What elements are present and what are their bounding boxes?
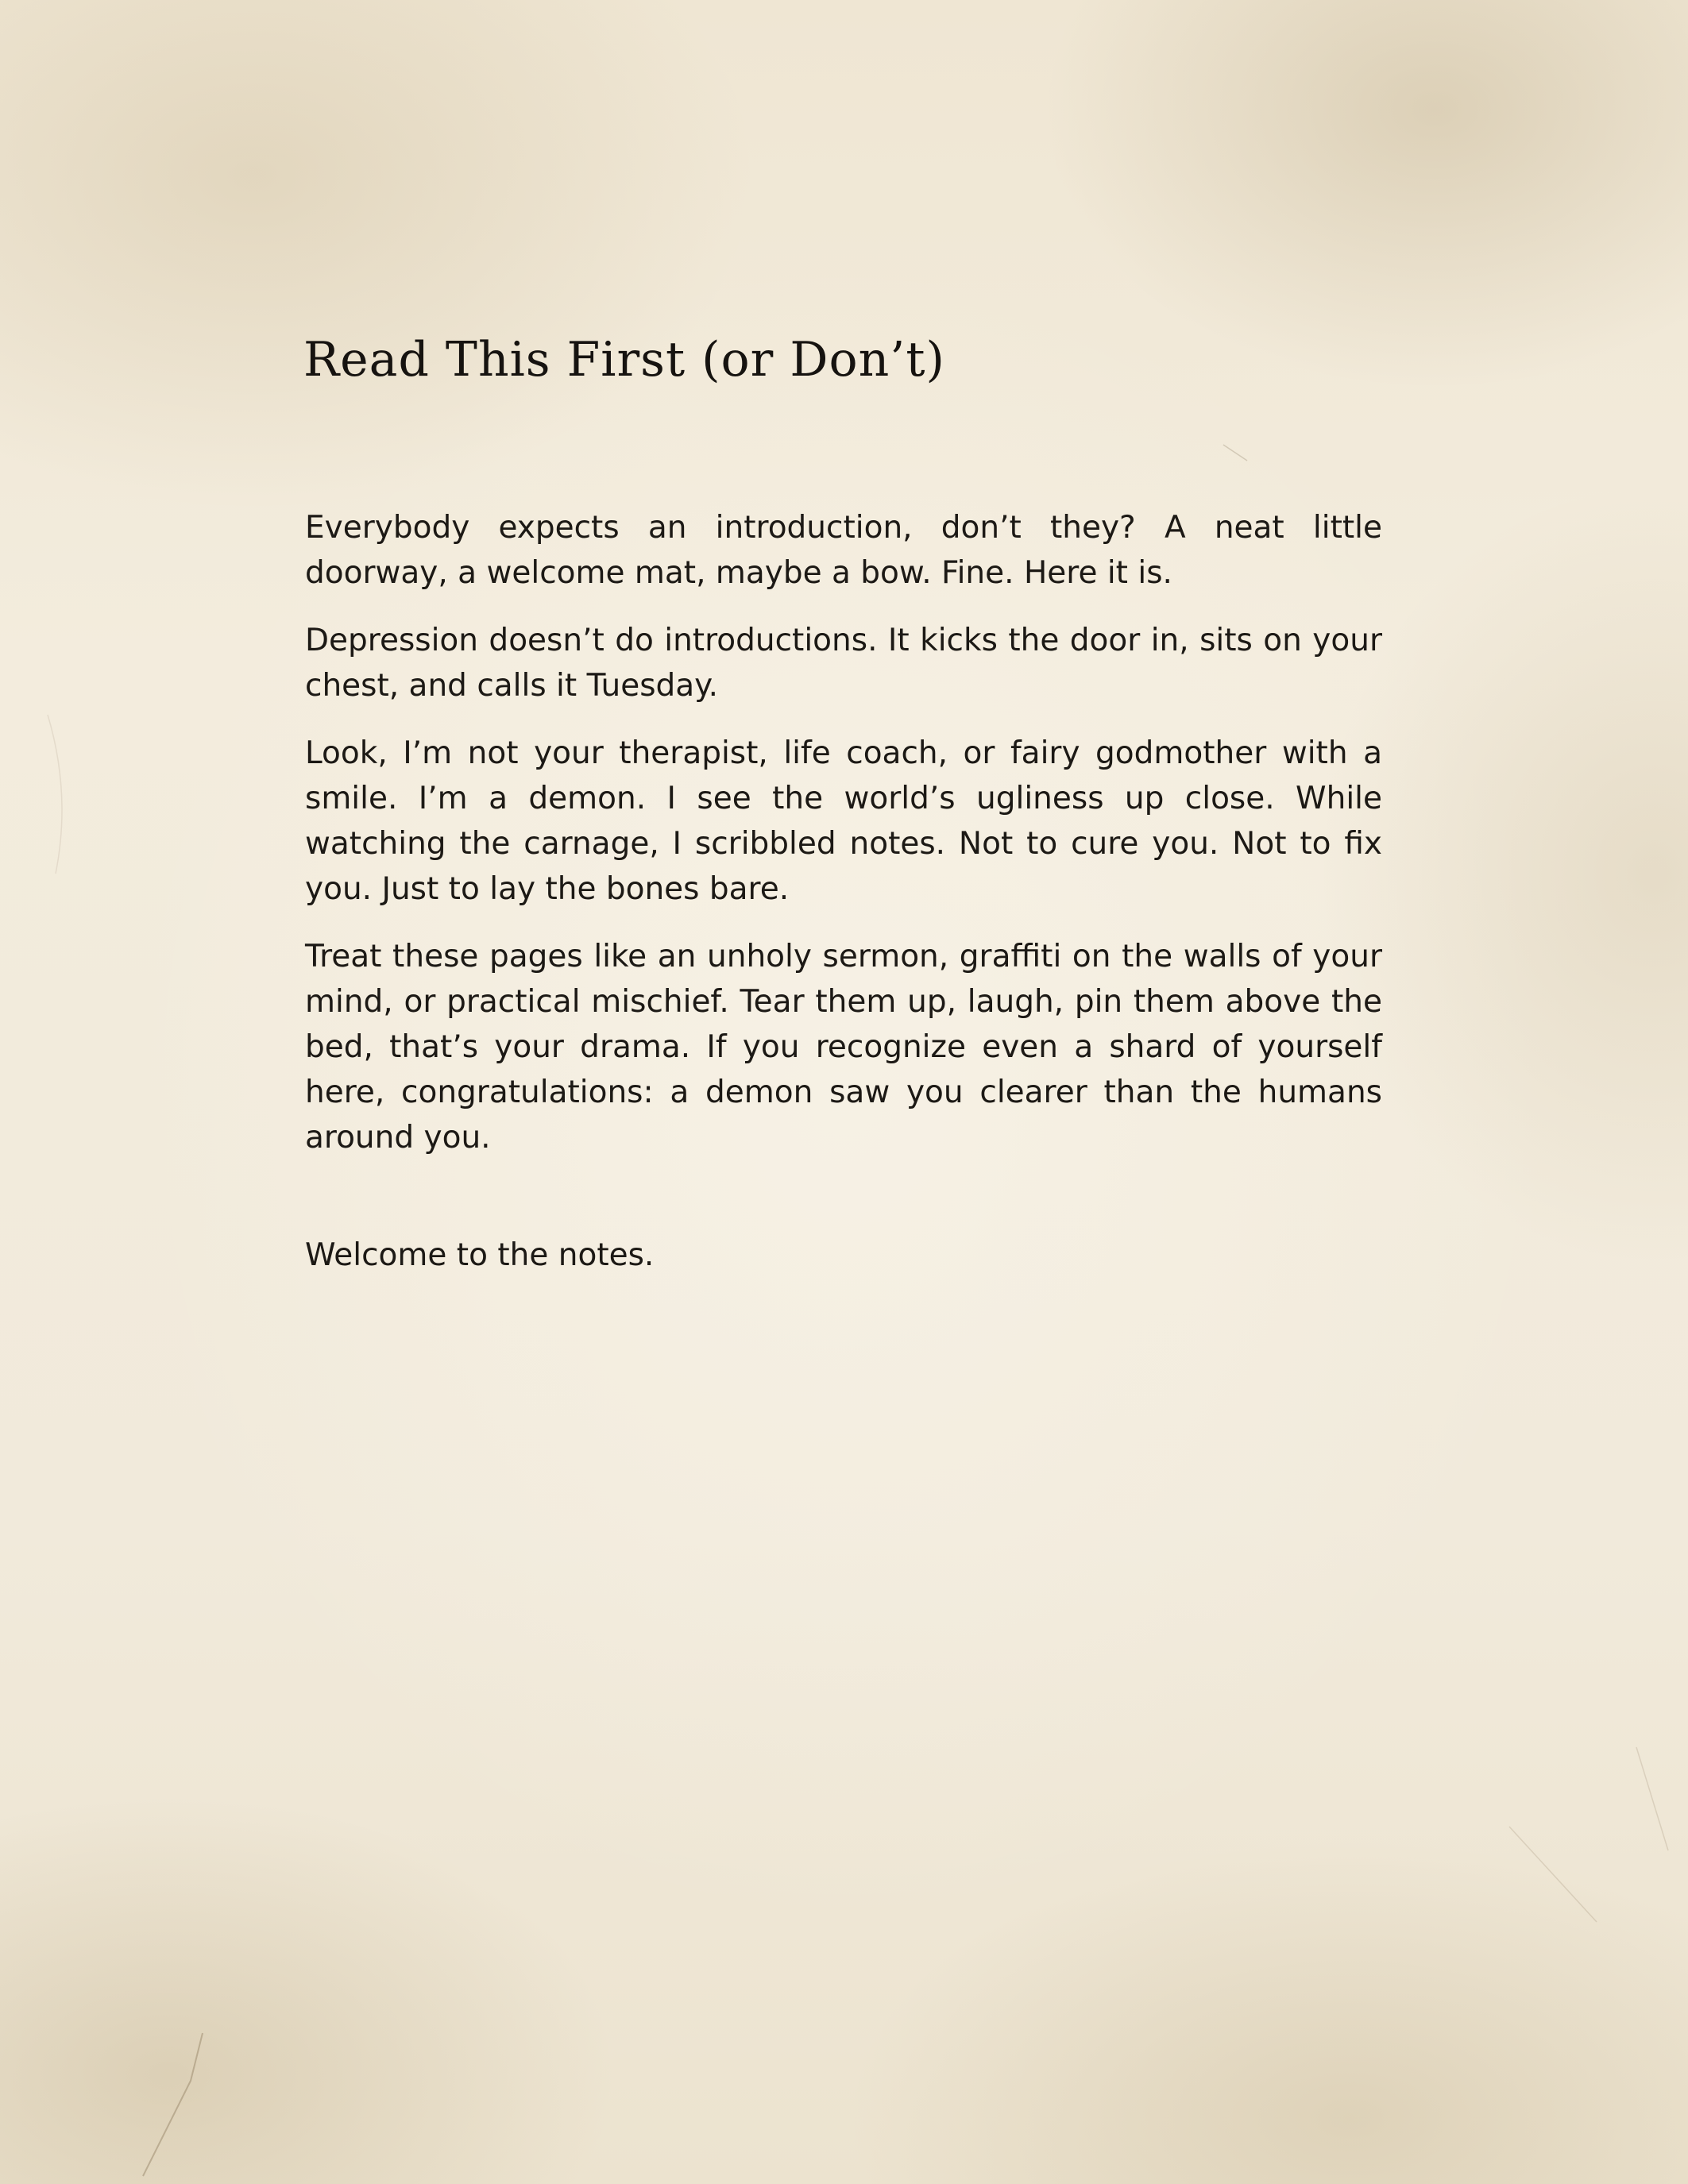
body-text	[305, 505, 1382, 1183]
paragraph: Look, I’m not your therapist, life coach, or fairy godmother with a smile. I’m a demon. I see the world’s ugliness up close. While watching the carnage, I scribbled notes. Not to cure you. Not to fix you. Just to lay the bones bare.	[305, 735, 1382, 907]
paragraph: Treat these pages like an unholy sermon, graffiti on the walls of your mind, or practical mischief. Tear them up, laugh, pin them above the bed, that’s your drama. If you recognize even a shard of yourself here, congratulations: a demon saw you clearer than the humans around you.	[305, 939, 1382, 1156]
paragraph: Everybody expects an introduction, don’t they? A neat little doorway, a welcome mat, maybe a bow. Fine. Here it is.	[305, 510, 1382, 591]
closing-line: Welcome to the notes.	[305, 1237, 655, 1273]
paragraph: Depression doesn’t do introductions. It kicks the door in, sits on your chest, and calls it Tuesday.	[305, 623, 1382, 704]
page-title: Read This First (or Don’t)	[303, 332, 945, 388]
